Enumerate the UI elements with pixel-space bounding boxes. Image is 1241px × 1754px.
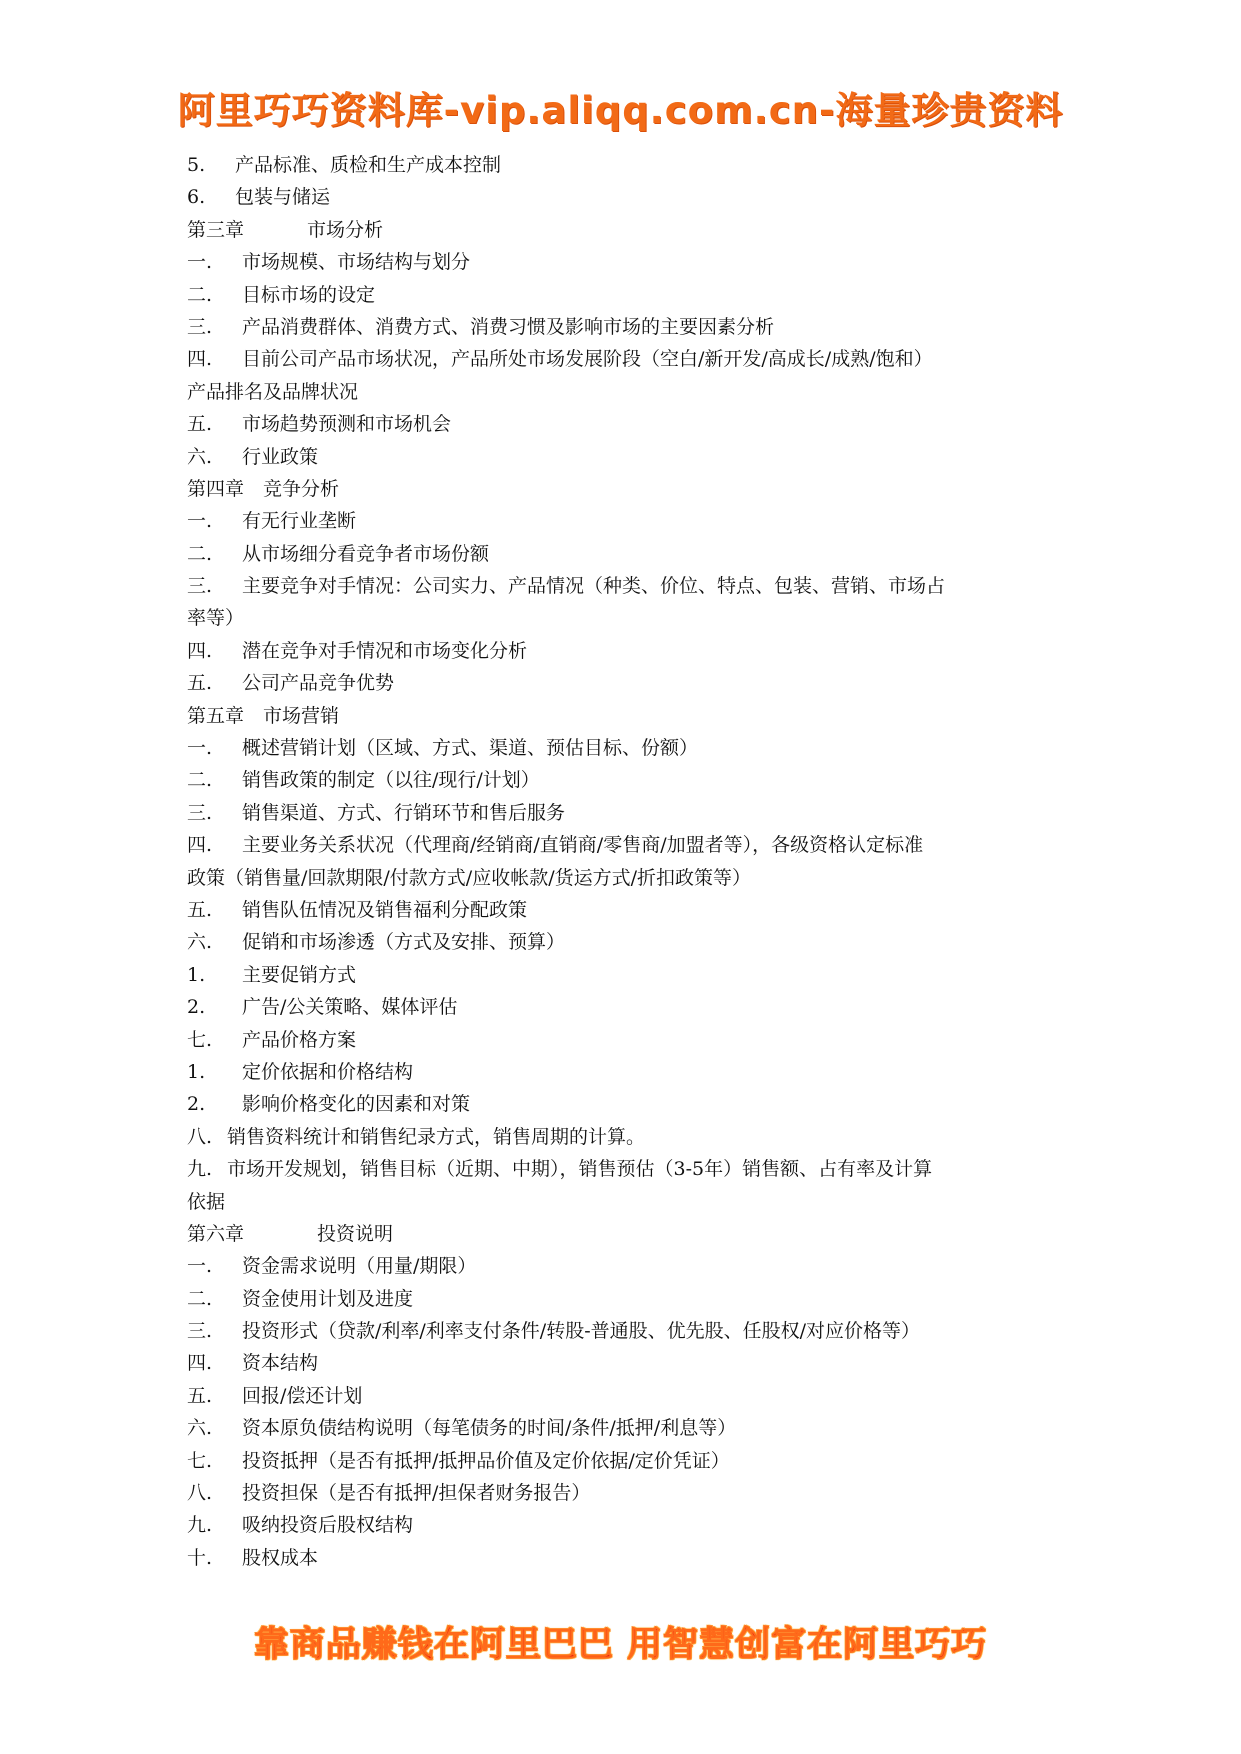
item-text: 行业政策	[242, 445, 319, 468]
list-item	[187, 1088, 1062, 1120]
chapter-title: 投资说明	[317, 1222, 394, 1245]
item-number: 九.	[187, 1158, 213, 1181]
item-number: 二.	[187, 769, 213, 792]
list-item	[187, 1153, 1062, 1185]
list-item-continuation	[187, 602, 1062, 634]
item-text: 销售渠道、方式、行销环节和售后服务	[242, 801, 566, 824]
item-number: 一.	[187, 1255, 213, 1278]
item-text: 主要竞争对手情况：公司实力、产品情况（种类、价位、特点、包装、营销、市场占	[242, 575, 946, 598]
list-item	[187, 1542, 1062, 1574]
list-item	[187, 829, 1062, 861]
item-text: 定价依据和价格结构	[242, 1060, 414, 1083]
item-number: 四.	[187, 348, 213, 371]
item-number: 四.	[187, 1352, 213, 1375]
item-text: 销售队伍情况及销售福利分配政策	[242, 898, 528, 921]
chapter-number: 第三章	[187, 218, 245, 241]
item-text: 概述营销计划（区域、方式、渠道、预估目标、份额）	[242, 737, 699, 760]
list-item	[187, 991, 1062, 1023]
list-item	[187, 1347, 1062, 1379]
chapter-title: 市场分析	[307, 218, 384, 241]
item-number: 八.	[187, 1482, 213, 1505]
list-item	[187, 667, 1062, 699]
item-number: 四.	[187, 834, 213, 857]
list-item	[187, 1056, 1062, 1088]
item-number: 八.	[187, 1125, 213, 1148]
item-text: 投资形式（贷款/利率/利率支付条件/转股-普通股、优先股、任股权/对应价格等）	[242, 1320, 921, 1343]
list-item	[187, 538, 1062, 570]
item-number: 一.	[187, 251, 213, 274]
list-item	[187, 441, 1062, 473]
item-text: 吸纳投资后股权结构	[242, 1514, 414, 1537]
list-item	[187, 181, 1062, 213]
item-text: 投资抵押（是否有抵押/抵押品价值及定价依据/定价凭证）	[242, 1449, 730, 1472]
item-text: 从市场细分看竞争者市场份额	[242, 542, 490, 565]
list-item-continuation	[187, 376, 1062, 408]
item-number: 三.	[187, 315, 213, 338]
chapter-number: 第四章	[187, 477, 245, 500]
list-item	[187, 570, 1062, 602]
chapter-heading	[187, 1218, 1062, 1250]
item-text: 潜在竞争对手情况和市场变化分析	[242, 639, 528, 662]
item-text: 市场开发规划，销售目标（近期、中期），销售预估（3-5年）销售额、占有率及计算	[227, 1158, 933, 1181]
chapter-title: 竞争分析	[263, 477, 340, 500]
document-body	[187, 149, 1062, 1574]
item-number: 一.	[187, 510, 213, 533]
item-text: 资本结构	[242, 1352, 319, 1375]
item-number: 三.	[187, 1320, 213, 1343]
item-text: 产品价格方案	[242, 1028, 357, 1051]
chapter-heading	[187, 473, 1062, 505]
item-number: 2.	[187, 996, 206, 1019]
list-item	[187, 926, 1062, 958]
list-item	[187, 894, 1062, 926]
list-item	[187, 279, 1062, 311]
item-number: 七.	[187, 1449, 213, 1472]
list-item	[187, 1477, 1062, 1509]
list-item	[187, 408, 1062, 440]
chapter-heading	[187, 214, 1062, 246]
list-item	[187, 1509, 1062, 1541]
item-text: 投资担保（是否有抵押/担保者财务报告）	[242, 1482, 591, 1505]
header-banner: 阿里巧巧资料库-vip.aliqq.com.cn-海量珍贵资料	[177, 89, 1064, 132]
item-number: 三.	[187, 575, 213, 598]
list-item	[187, 797, 1062, 829]
item-text: 回报/偿还计划	[242, 1384, 363, 1407]
item-number: 六.	[187, 445, 213, 468]
chapter-number: 第五章	[187, 704, 245, 727]
item-number: 七.	[187, 1028, 213, 1051]
item-number: 五.	[187, 1384, 213, 1407]
list-item	[187, 505, 1062, 537]
chapter-number: 第六章	[187, 1222, 245, 1245]
item-text: 包装与储运	[235, 186, 331, 209]
item-text: 产品排名及品牌状况	[187, 380, 359, 403]
item-number: 五.	[187, 413, 213, 436]
list-item	[187, 1250, 1062, 1282]
item-number: 十.	[187, 1546, 213, 1569]
list-item	[187, 1445, 1062, 1477]
item-number: 三.	[187, 801, 213, 824]
list-item	[187, 149, 1062, 181]
item-number: 二.	[187, 283, 213, 306]
list-item	[187, 959, 1062, 991]
list-item	[187, 764, 1062, 796]
list-item	[187, 1024, 1062, 1056]
item-number: 二.	[187, 1287, 213, 1310]
list-item	[187, 1283, 1062, 1315]
item-number: 六.	[187, 1417, 213, 1440]
item-text: 广告/公关策略、媒体评估	[242, 996, 458, 1019]
item-text: 产品标准、质检和生产成本控制	[235, 154, 502, 176]
item-text: 股权成本	[242, 1546, 319, 1569]
item-text: 率等）	[187, 607, 245, 630]
item-text: 市场规模、市场结构与划分	[242, 251, 471, 274]
item-number: 五.	[187, 672, 213, 695]
item-number: 五.	[187, 898, 213, 921]
item-text: 主要促销方式	[242, 963, 357, 986]
item-number: 二.	[187, 542, 213, 565]
item-text: 公司产品竞争优势	[242, 672, 395, 695]
list-item	[187, 1380, 1062, 1412]
list-item	[187, 311, 1062, 343]
chapter-title: 市场营销	[263, 704, 340, 727]
list-item	[187, 635, 1062, 667]
list-item	[187, 1121, 1062, 1153]
list-item	[187, 732, 1062, 764]
list-item	[187, 1315, 1062, 1347]
list-item	[187, 1412, 1062, 1444]
item-text: 主要业务关系状况（代理商/经销商/直销商/零售商/加盟者等），各级资格认定标准	[242, 834, 924, 857]
item-text: 有无行业垄断	[242, 510, 357, 533]
list-item-continuation	[187, 1186, 1062, 1218]
item-text: 资本原负债结构说明（每笔债务的时间/条件/抵押/利息等）	[242, 1417, 737, 1440]
item-text: 依据	[187, 1190, 226, 1213]
footer-banner: 靠商品赚钱在阿里巴巴 用智慧创富在阿里巧巧	[253, 1625, 988, 1665]
item-number: 六.	[187, 931, 213, 954]
item-text: 资金需求说明（用量/期限）	[242, 1255, 477, 1278]
list-item	[187, 343, 1062, 375]
item-number: 2.	[187, 1093, 206, 1116]
item-text: 销售政策的制定（以往/现行/计划）	[242, 769, 540, 792]
item-number: 四.	[187, 639, 213, 662]
item-text: 市场趋势预测和市场机会	[242, 413, 452, 436]
chapter-heading	[187, 700, 1062, 732]
item-text: 影响价格变化的因素和对策	[242, 1093, 471, 1116]
item-number: 1.	[187, 963, 206, 986]
item-text: 促销和市场渗透（方式及安排、预算）	[242, 931, 566, 954]
item-number: 一.	[187, 737, 213, 760]
item-text: 政策（销售量/回款期限/付款方式/应收帐款/货运方式/折扣政策等）	[187, 866, 752, 889]
item-number: 1.	[187, 1060, 206, 1083]
item-text: 资金使用计划及进度	[242, 1287, 414, 1310]
item-text: 销售资料统计和销售纪录方式，销售周期的计算。	[227, 1125, 646, 1148]
list-item	[187, 246, 1062, 278]
item-text: 目标市场的设定	[242, 283, 376, 306]
item-number: 九.	[187, 1514, 213, 1537]
item-text: 产品消费群体、消费方式、消费习惯及影响市场的主要因素分析	[242, 315, 775, 338]
item-text: 目前公司产品市场状况，产品所处市场发展阶段（空白/新开发/高成长/成熟/饱和）	[242, 348, 933, 371]
item-number: 6.	[187, 186, 206, 209]
list-item-continuation	[187, 862, 1062, 894]
item-number: 5.	[187, 154, 206, 176]
